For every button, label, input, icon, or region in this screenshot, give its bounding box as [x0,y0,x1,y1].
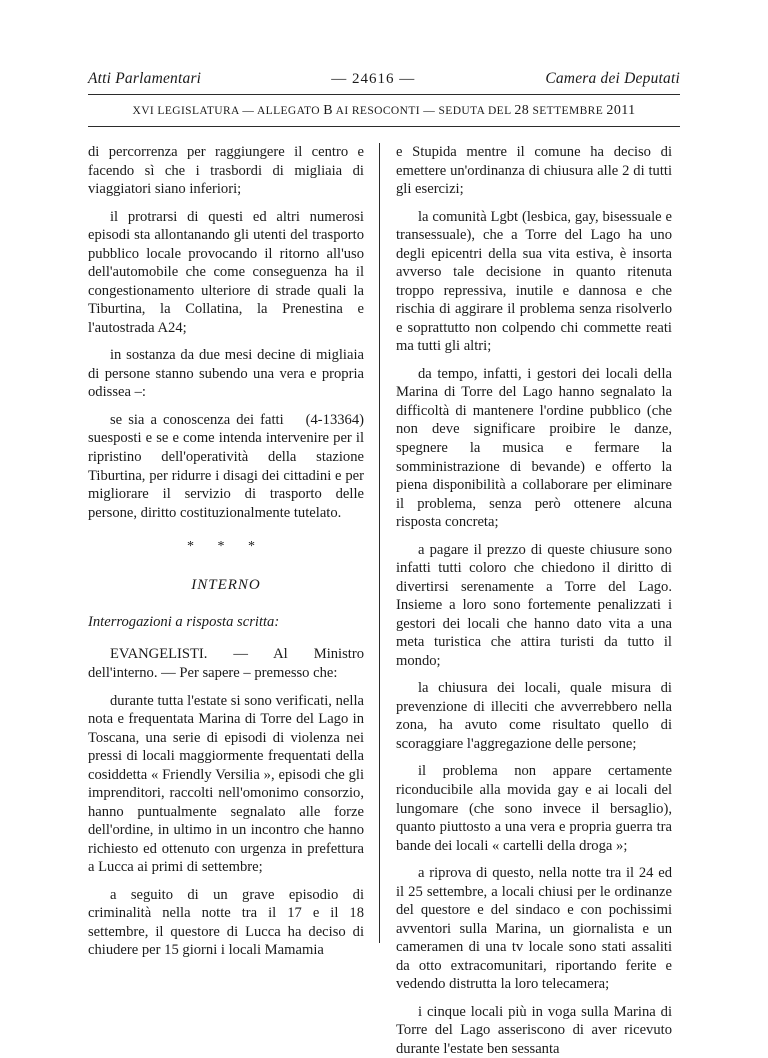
dash-2: — [423,105,436,117]
columns-container [88,143,680,1057]
right-column [380,143,672,1057]
paragraph: il problema non appare certamente riconducibile alla movida gay e ai locali del lungomare (che sono invece il bersaglio), quanto piuttosto a una vera e propria guerra tra bande dei locali « cartelli della droga »; [396,763,672,854]
allegato-letter: B [323,103,334,118]
question-opening: EVANGELISTI. — Al Ministro dell'interno. — Per sapere – premesso che: [88,646,364,681]
header-divider [88,94,680,95]
page-number: — 24616 — [331,71,416,87]
header-right-title: Camera dei Deputati [545,70,680,87]
page-header [88,70,680,88]
seduta-label: SEDUTA DEL [438,105,512,117]
paragraph: durante tutta l'estate si sono verificati, nella nota e frequentata Marina di Torre del Lago in Toscana, una serie di episodi di violenza nei pressi di locali maggiormente frequentati della cosiddetta « Friendly Versilia », episodi che gli imprenditori, raccolti nell'omonimo consorzio, hanno puntualmente segnalato alle forze dell'ordine, in ultimo in un incontro che hanno richiesto ed ottenuto con urgenza in prefettura a Lucca ai primi di settembre; [88,692,364,876]
allegato-label: ALLEGATO [256,105,320,117]
dash-1: — [242,105,255,117]
paragraph: a riprova di questo, nella notte tra il 24 ed il 25 settembre, a locali chiusi per le ordinanze del questore e del sindaco e con pochissimi avventori sulla Marina, un giornalista e un cameramen di una tv locale sono stati assaliti da otto extracomunitari, riportando ferite e vedendo distrutta la loro telecamera; [396,865,672,993]
paragraph: la comunità Lgbt (lesbica, gay, bisessuale e transessuale), che a Torre del Lago ha uno degli epicentri della sua vita estiva, è insorta avverso tale decisione in quanto ritenuta troppo repressiva, inutile e dannosa e che rischia di aggirare il problema senza risolverlo e soprattutto non colpendo chi commette reati ma tutti gli altri; [396,208,672,355]
section-title: INTERNO [191,576,261,593]
paragraph: da tempo, infatti, i gestori dei locali della Marina di Torre del Lago hanno segnalato la difficoltà di mantenere l'ordine pubblico (che non deve significare proibire le danze, spegnere la musica e fermare la somministrazione di bevande) e offerto la piena disponibilità a collaborare per eliminare il problema, senza però ottenere alcuna risposta concreta; [396,365,672,531]
paragraph: a seguito di un grave episodio di criminalità nella notte tra il 17 e il 18 settembre, il questore di Lucca ha deciso di chiudere per 15 giorni i locali Mamamia [88,886,364,959]
seduta-day: 28 [514,103,530,118]
subsection-title: Interrogazioni a risposta scritta: [88,613,280,630]
ai-resoconti-label: AI RESOCONTI [335,105,420,117]
section-separator: * * * [187,539,265,555]
seduta-month: SETTEMBRE [532,105,604,117]
paragraph: in sostanza da due mesi decine di migliaia di persone stanno subendo una vera e propria odissea –: [88,347,364,401]
paragraph: e Stupida mentre il comune ha deciso di emettere un'ordinanza di chiusura alle 2 di tutti gli esercizi; [396,144,672,198]
header-left-title: Atti Parlamentari [88,70,202,87]
paragraph: il protrarsi di questi ed altri numerosi episodi sta allontanando gli utenti del trasporto pubblico locale provocando il ritorno all'uso dell'automobile che come conseguenza ha il congestionamento ulteriore di strade quali la Tiburtina, la Collatina, la Prenestina e l'autostrada A24; [88,208,364,336]
paragraph-text: se sia a conoscenza dei fatti suesposti e se e come intenda intervenire per il ripristino dell'operatività della stazione Tiburtina, per ridurre i disagi dei cittadini e per migliorare il servizio di trasporto delle persone, diritto costituzionalmente tutelato. [88,411,364,521]
doc-number: (4-13364) [305,411,364,428]
paragraph-with-docnum [88,411,364,522]
paragraph: a pagare il prezzo di queste chiusure sono infatti tutti coloro che chiedono il diritto di divertirsi serenamente a Torre del Lago. Insieme a loro sono fortemente penalizzati i gestori dei locali che hanno dato vita a una meta turistica che attira turisti da tutto il mondo; [396,541,672,669]
legislature-line [88,103,680,119]
legislature-label: XVI LEGISLATURA [132,105,240,117]
paragraph: i cinque locali più in voga sulla Marina di Torre del Lago asseriscono di aver ricevuto durante l'estate ben sessanta [396,1003,672,1057]
subheader-divider [88,126,680,127]
paragraph: di percorrenza per raggiungere il centro e facendo sì che i trasbordi di migliaia di viaggiatori siano inferiori; [88,144,364,198]
seduta-year: 2011 [606,103,636,118]
paragraph: la chiusura dei locali, quale misura di prevenzione di illeciti che avverrebbero nella zona, ha avuto come risultato quello di scoraggiare l'aggregazione delle persone; [396,680,672,752]
left-column [88,143,380,959]
